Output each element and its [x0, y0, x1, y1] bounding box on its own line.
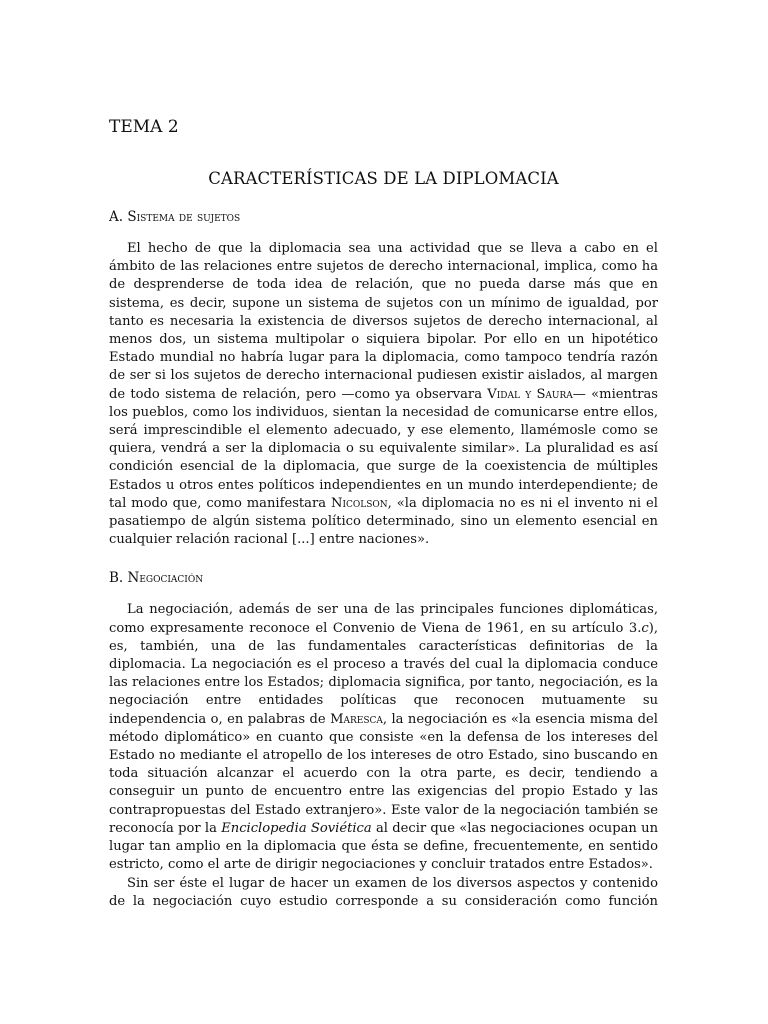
section-b-heading [109, 567, 658, 589]
section-b-letter: B. [109, 570, 128, 587]
author-name-maresca: Maresca [330, 711, 383, 727]
section-a-letter: A. [109, 209, 128, 225]
section-a-heading [109, 206, 658, 228]
section-a-paragraph [109, 240, 658, 549]
section-b-paragraph-2 [109, 875, 658, 911]
section-b-title: Negociación [127, 570, 204, 587]
paragraph-text: Sin ser éste el lugar de hacer un examen de los diversos aspectos y contenido de la negociación cuyo estudio corresponde a su consideración como función [109, 875, 658, 909]
paragraph-text: , la negociación es «la esencia misma del método diplomático» en cuanto que consiste «en la defensa de los intereses del Estado no mediante el atropello de los intereses de otro Estado, sino buscando en toda situación alcanzar el acuerdo con la otra parte, es decir, tendiendo a conseguir un punto de encuentro entre las exigencias del propio Estado y las contrapropuestas del Estado extranjero». Este valor de la negociación también se reconocía por la [109, 711, 658, 836]
paragraph-text: ), es, también, una de las fundamentales características definitorias de la diplomacia. La negociación es el proceso a través del cual la diplomacia conduce las relaciones entre los Estados; diplomacia significa, por tanto, negociación, es la negociación entre entidades políticas que reconocen mutuamente su independencia o, en palabras de [109, 620, 658, 727]
italic-letter: c [641, 620, 649, 636]
section-a-title: Sistema de sujetos [127, 209, 241, 225]
section-b-paragraph-1 [109, 601, 658, 874]
chapter-label: TEMA 2 [109, 117, 179, 137]
paragraph-text: — «mientras los pueblos, como los individuos, sientan la necesidad de comunicarse entre ellos, será imprescindible el elemento adecuado, y ese elemento, llamémosle como se quiera, vendrá a ser la diplomacia o su equivalente similar». La pluralidad es así condición esencial de la diplomacia, que surge de la coexistencia de múltiples Estados u otros entes políticos independientes en un mundo interdependiente; de tal modo que, como manifestara [109, 386, 658, 511]
chapter-title: CARACTERÍSTICAS DE LA DIPLOMACIA [208, 169, 559, 188]
paragraph-text: El hecho de que la diplomacia sea una actividad que se lleva a cabo en el ámbito de las relaciones entre sujetos de derecho internacional, implica, como ha de desprenderse de toda idea de relación, que no pueda darse más que en sistema, es decir, supone un sistema de sujetos con un mínimo de igualdad, por tanto es necesaria la existencia de diversos sujetos de derecho internacional, al menos dos, un sistema multipolar o siquiera bipolar. Por ello en un hipotético Estado mundial no habría lugar para la diplomacia, como tampoco tendría razón de ser si los sujetos de derecho internacional pudiesen existir aislados, al margen de todo sistema de relación, pero —como ya observara [109, 241, 658, 402]
work-title-enciclopedia-sovietica: Enciclopedia Soviética [221, 820, 372, 836]
paragraph-text: al decir que «las negociaciones ocupan un lugar tan amplio en la diplomacia que ésta se define, frecuentemente, en sentido estricto, como el arte de dirigir negociaciones y concluir tratados entre Estados». [109, 820, 658, 873]
paragraph-text: La negociación, además de ser una de las principales funciones diplomáticas, como expresamente reconoce el Convenio de Viena de 1961, en su artículo 3. [109, 602, 658, 636]
paragraph-text: , «la diplomacia no es ni el invento ni el pasatiempo de algún sistema político determinado, sino un elemento esencial en cualquier relación racional [...] entre naciones». [109, 495, 658, 548]
author-name-vidal-y-saura: Vidal y Saura [487, 386, 573, 402]
author-name-nicolson: Nicolson [330, 495, 388, 511]
